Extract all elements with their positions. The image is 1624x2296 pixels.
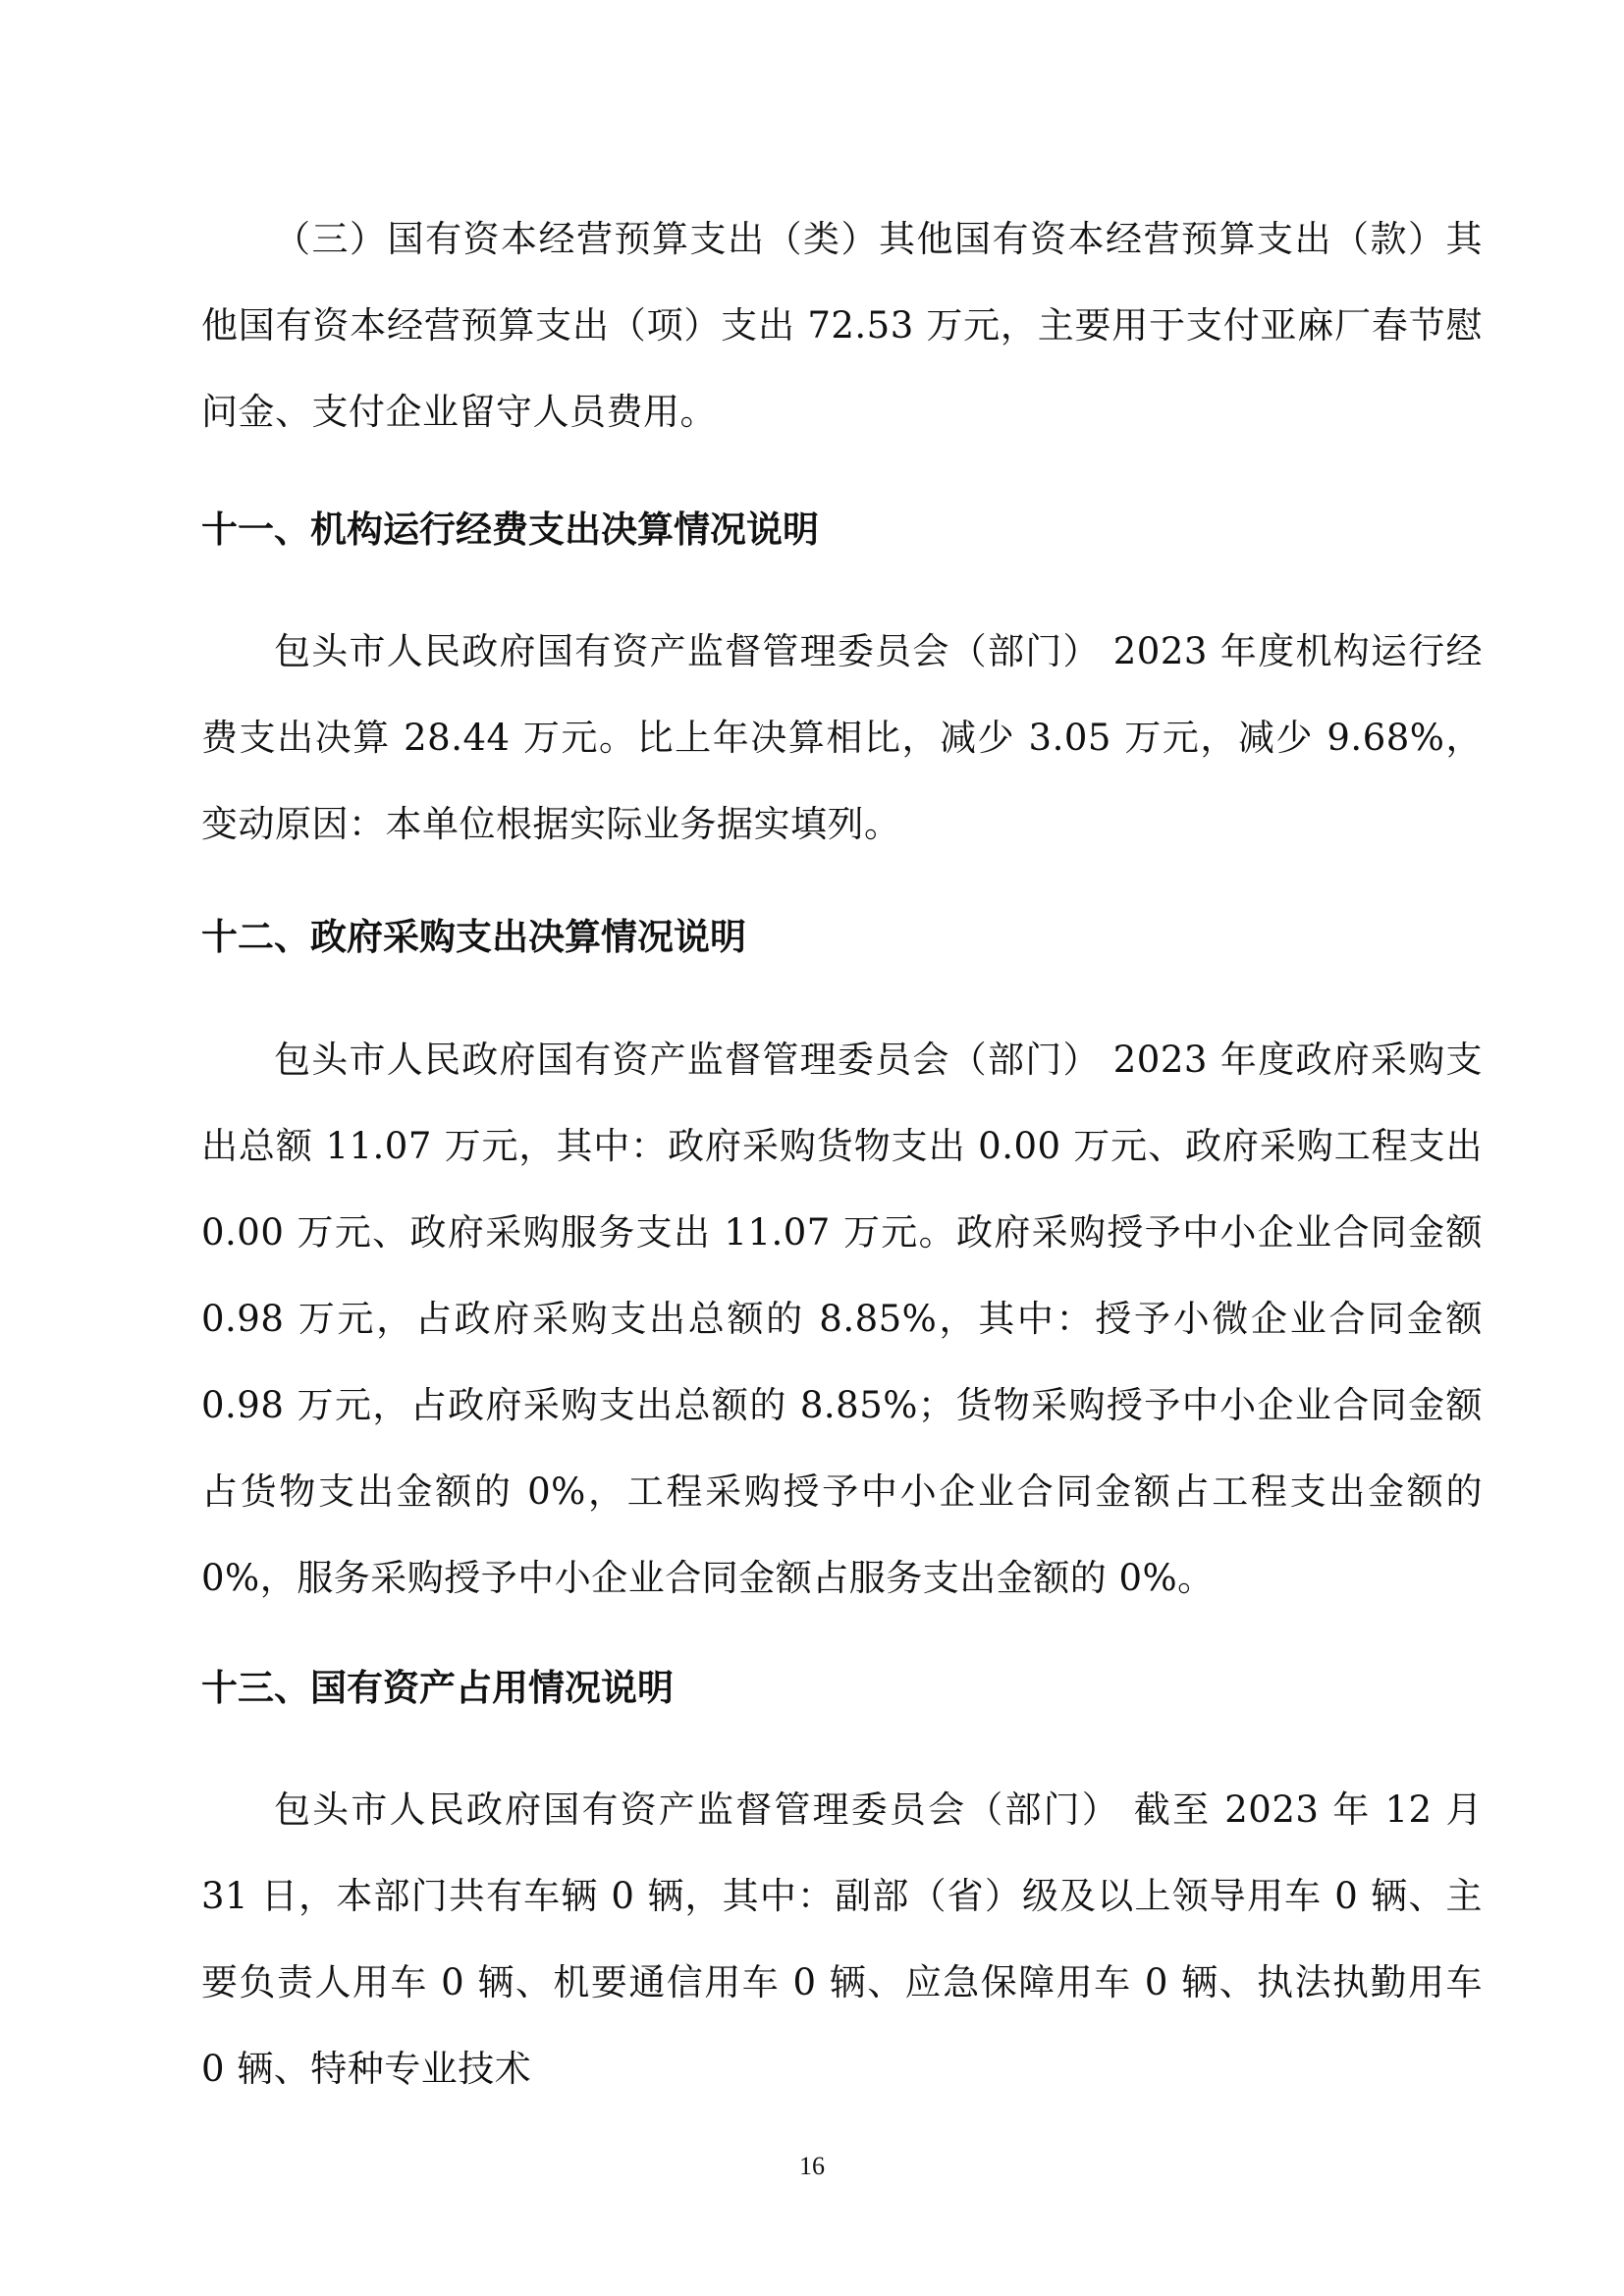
heading-section-12: 十二、政府采购支出决算情况说明 (201, 916, 746, 958)
paragraph-state-capital-expenditure: （三）国有资本经营预算支出（类）其他国有资本经营预算支出（款）其他国有资本经营预算支出（项）支出 72.53 万元，主要用于支付亚麻厂春节慰问金、支付企业留守人员费用。 (201, 218, 1483, 433)
paragraph-government-procurement: 包头市人民政府国有资产监督管理委员会（部门） 2023 年度政府采购支出总额 11.07 万元，其中：政府采购货物支出 0.00 万元、政府采购工程支出 0.00 万元、政府采购服务支出 11.07 万元。政府采购授予中小企业合同金额 0.98 万元，占政府采购支出总额的 8.85%，其中：授予小微企业合同金额 0.98 万元，占政府采购支出总额的 8.85%；货物采购授予中小企业合同金额占货物支出金额的 0%，工程采购授予中小企业合同金额占工程支出金额的 0%，服务采购授予中小企业合同金额占服务支出金额的 0%。 (201, 1039, 1483, 1599)
heading-section-13: 十三、国有资产占用情况说明 (201, 1667, 674, 1709)
page-number: 16 (799, 2152, 825, 2180)
paragraph-state-assets: 包头市人民政府国有资产监督管理委员会（部门） 截至 2023 年 12 月 31 日，本部门共有车辆 0 辆，其中：副部（省）级及以上领导用车 0 辆、主要负责人用车 0 辆、机要通信用车 0 辆、应急保障用车 0 辆、执法执勤用车 0 辆、特种专业技术 (201, 1789, 1483, 2090)
heading-section-11: 十一、机构运行经费支出决算情况说明 (201, 508, 819, 551)
paragraph-operating-expenses: 包头市人民政府国有资产监督管理委员会（部门） 2023 年度机构运行经费支出决算 28.44 万元。比上年决算相比，减少 3.05 万元，减少 9.68%，变动原因：本单位根据实际业务据实填列。 (201, 630, 1483, 845)
